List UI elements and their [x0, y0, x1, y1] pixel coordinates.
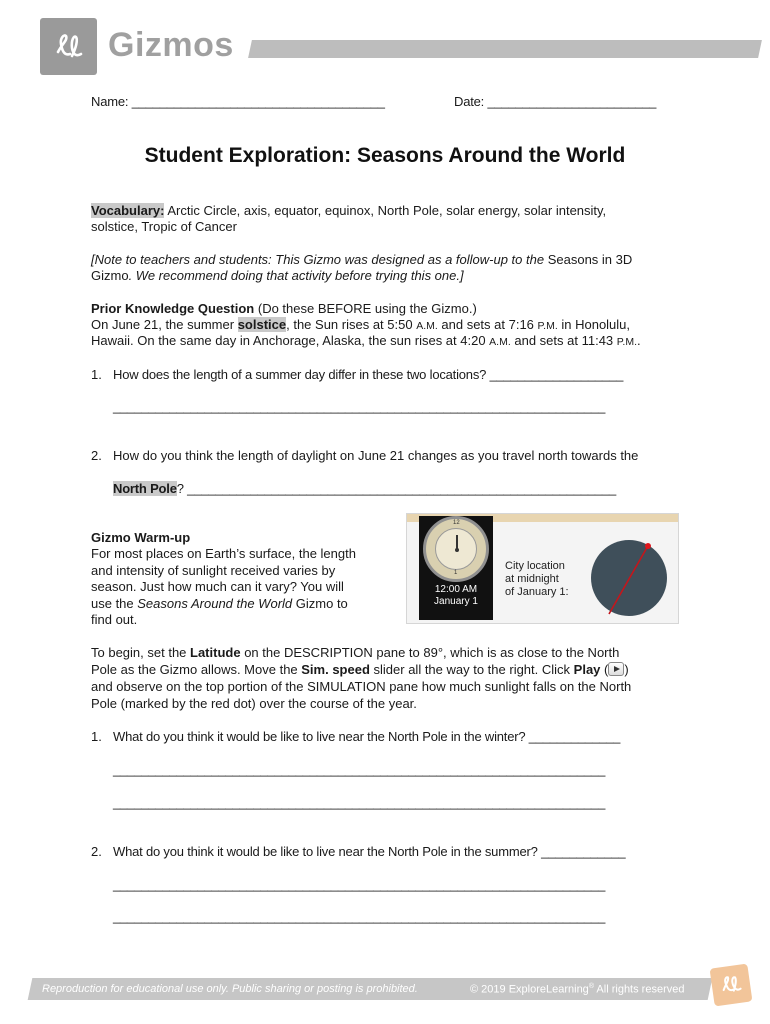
answer-line[interactable]: ______________________________________________________________________	[113, 399, 606, 414]
prior-heading	[91, 301, 477, 318]
prior-text: .	[637, 333, 641, 348]
prior-line1	[91, 317, 630, 335]
warmup-question-2-text[interactable]: What do you think it would be like to live near the North Pole in the summer? ____________	[113, 844, 626, 859]
note-line2	[91, 268, 464, 285]
explorelearning-logo	[40, 18, 97, 75]
clock-hands-icon	[436, 529, 478, 571]
question-2-text: How do you think the length of daylight on June 21 changes as you travel north towards the	[113, 448, 639, 463]
note-text: [Note to teachers and students: This Gizmo was designed as a follow-up to the	[91, 252, 548, 267]
footer-disclaimer: Reproduction for educational use only. Public sharing or posting is prohibited.	[42, 983, 418, 995]
prior-text: On June 21, the summer	[91, 317, 238, 332]
instruction-text: )	[624, 662, 629, 677]
warmup-line: For most places on Earth’s surface, the length	[91, 546, 356, 561]
header-bar	[248, 40, 762, 58]
warmup-line: season. Just how much can it vary? You will	[91, 579, 344, 594]
el-logo-icon	[52, 30, 86, 64]
north-pole-dot	[645, 543, 651, 549]
prior-text: , the Sun rises at 5:50	[286, 317, 417, 332]
question-1-text[interactable]: How does the length of a summer day differ in these two locations? ___________________	[113, 367, 624, 382]
prior-heading-note: (Do these BEFORE using the Gizmo.)	[254, 301, 477, 316]
copyright-text: © 2019 ExploreLearning	[470, 983, 589, 996]
prior-line2	[91, 333, 641, 351]
instruction-text: To begin, set the	[91, 645, 191, 660]
play-term: Play	[573, 662, 601, 677]
instruction-text: (	[600, 662, 609, 677]
warmup-heading: Gizmo Warm-up	[91, 530, 191, 545]
clock-time: 12:00 AM	[434, 584, 478, 595]
answer-line[interactable]: ______________________________________________________________________	[113, 795, 606, 810]
question-number: 2.	[91, 448, 102, 463]
city-label-line: at midnight	[505, 573, 559, 585]
pm-label: P.M.	[537, 320, 558, 332]
prior-heading-label: Prior Knowledge Question	[91, 301, 255, 316]
answer-line[interactable]: ______________________________________________________________________	[113, 909, 606, 924]
footer-copyright	[470, 983, 684, 996]
prior-text: in Honolulu,	[557, 317, 631, 332]
warmup-question-1-text[interactable]: What do you think it would be like to live near the North Pole in the winter? _____________	[113, 729, 621, 744]
date-field[interactable]: Date: ________________________	[454, 94, 657, 109]
vocabulary-terms: Arctic Circle, axis, equator, equinox, North Pole, solar energy, solar intensity,	[164, 203, 607, 218]
instruction-line: and observe on the top portion of the SIMULATION pane how much sunlight falls on the North	[91, 679, 632, 694]
pm-label: P.M.	[616, 336, 637, 348]
city-location-label	[505, 560, 569, 599]
clock-date: January 1	[434, 596, 478, 607]
north-pole-term: North Pole	[113, 481, 177, 496]
question-2-line2[interactable]	[113, 481, 616, 498]
instruction-line	[91, 662, 629, 679]
clock-icon	[423, 516, 489, 582]
city-label-line: City location	[505, 560, 565, 572]
el-logo-icon	[717, 971, 744, 998]
latitude-term: Latitude	[190, 645, 241, 660]
answer-line[interactable]: ? _____________________________________________________________	[176, 481, 617, 496]
warmup-text: Gizmo to	[292, 596, 348, 611]
registered-mark: ®	[588, 983, 594, 990]
answer-line[interactable]: ______________________________________________________________________	[113, 877, 606, 892]
copyright-text: All rights reserved	[593, 983, 685, 996]
dial-label: 1	[454, 570, 458, 576]
clock-panel	[419, 516, 493, 620]
prior-text: and sets at 7:16	[437, 317, 538, 332]
note-gizmo-name: Seasons in 3D	[547, 252, 633, 267]
note-line1	[91, 252, 632, 269]
play-icon	[608, 662, 624, 676]
vocabulary-line2: solstice, Tropic of Cancer	[91, 219, 237, 234]
instruction-text: slider all the way to the right. Click	[369, 662, 574, 677]
instruction-line	[91, 645, 619, 662]
dial-label: 12	[453, 520, 460, 526]
instruction-line: Pole (marked by the red dot) over the course of the year.	[91, 696, 417, 711]
axis-line-icon	[591, 540, 667, 616]
question-number: 1.	[91, 367, 102, 382]
prior-text: Hawaii. On the same day in Anchorage, Alaska, the sun rises at 4:20	[91, 333, 490, 348]
clock-dial	[435, 528, 477, 570]
vocabulary-line1	[91, 203, 606, 220]
gizmo-name: Seasons Around the World	[137, 596, 293, 611]
clock-readout	[419, 584, 493, 608]
note-gizmo-word: Gizmo	[91, 268, 129, 283]
brand-title: Gizmos	[108, 26, 234, 64]
warmup-line	[91, 596, 348, 613]
sim-speed-term: Sim. speed	[301, 662, 370, 677]
warmup-line: and intensity of sunlight received varies by	[91, 563, 336, 578]
question-number: 2.	[91, 844, 102, 859]
prior-text: and sets at 11:43	[510, 333, 617, 348]
warmup-line: find out.	[91, 612, 138, 627]
gizmo-screenshot-figure	[406, 513, 679, 624]
am-label: A.M.	[416, 320, 438, 332]
page-title: Student Exploration: Seasons Around the World	[144, 144, 626, 167]
footer-el-logo	[710, 964, 753, 1007]
am-label: A.M.	[489, 336, 511, 348]
vocabulary-label: Vocabulary:	[91, 203, 165, 218]
city-label-line: of January 1:	[505, 586, 569, 598]
answer-line[interactable]: ______________________________________________________________________	[113, 762, 606, 777]
note-text-2: . We recommend doing that activity before trying this one.]	[128, 268, 464, 283]
solstice-term: solstice	[237, 317, 287, 332]
instruction-text: on the DESCRIPTION pane to 89°, which is as close to the North	[240, 645, 620, 660]
name-field[interactable]: Name: ____________________________________	[91, 94, 385, 109]
question-number: 1.	[91, 729, 102, 744]
globe-icon	[591, 540, 667, 616]
warmup-text: use the	[91, 596, 138, 611]
instruction-text: Pole as the Gizmo allows. Move the	[91, 662, 302, 677]
